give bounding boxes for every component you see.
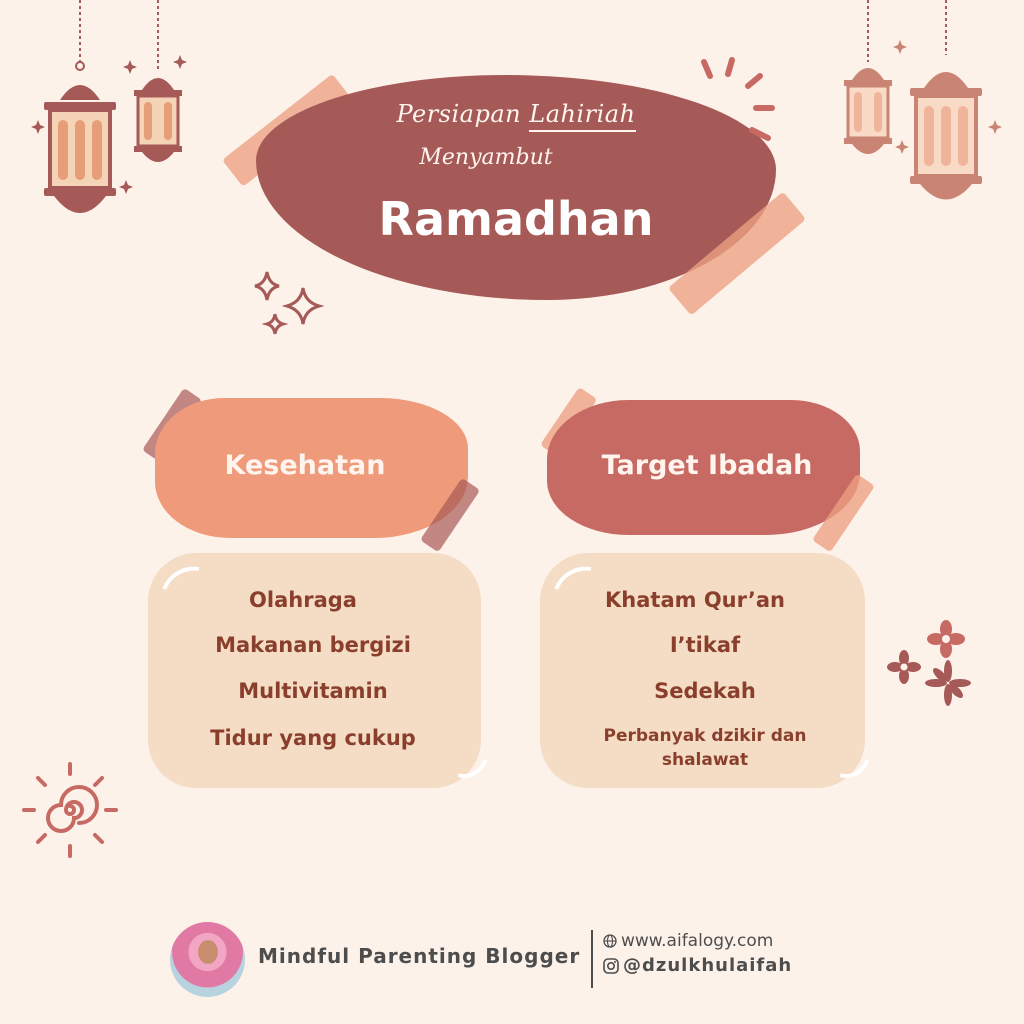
list-item: Sedekah: [654, 679, 756, 703]
lantern-icon: [44, 0, 116, 213]
lantern-icon: [134, 0, 182, 162]
title-prefix: Persiapan: [396, 100, 522, 128]
globe-icon: [603, 934, 617, 948]
list-item: I’tikaf: [669, 633, 741, 657]
list-item: shalawat: [661, 750, 749, 770]
website-text: www.aifalogy.com: [621, 931, 774, 951]
title-emphasis: Lahiriah: [529, 100, 635, 132]
lantern-right-group: [830, 0, 1010, 215]
list-item: Olahraga: [249, 588, 357, 612]
list-item: Makanan bergizi: [215, 633, 411, 657]
instagram-link[interactable]: [603, 955, 792, 976]
blogger-tagline: Mindful Parenting Blogger: [258, 944, 581, 968]
footer-divider: [591, 930, 593, 988]
website-link[interactable]: [603, 931, 773, 951]
category-label: Kesehatan: [224, 450, 386, 481]
list-item: Tidur yang cukup: [210, 726, 416, 750]
lantern-icon: [910, 0, 982, 200]
list-item: Khatam Qur’an: [605, 588, 785, 612]
sparkle-icon: [245, 262, 335, 342]
lantern-left-group: [30, 0, 200, 230]
flower-icon: [887, 650, 921, 684]
instagram-icon: [603, 958, 619, 974]
flower-icon: [925, 660, 971, 706]
avatar: [170, 922, 245, 997]
flower-cluster: [880, 615, 980, 715]
sun-rays-icon: [690, 50, 780, 150]
title-line-2: Menyambut: [419, 145, 553, 170]
list-item: Perbanyak dzikir dan: [603, 726, 807, 746]
page-title: Ramadhan: [378, 192, 654, 246]
lantern-icon: [844, 0, 892, 154]
flower-icon: [927, 620, 965, 658]
sun-swirl-icon: [20, 760, 120, 860]
instagram-handle: @dzulkhulaifah: [623, 955, 793, 976]
list-item: Multivitamin: [238, 679, 388, 703]
category-label: Target Ibadah: [601, 450, 813, 481]
